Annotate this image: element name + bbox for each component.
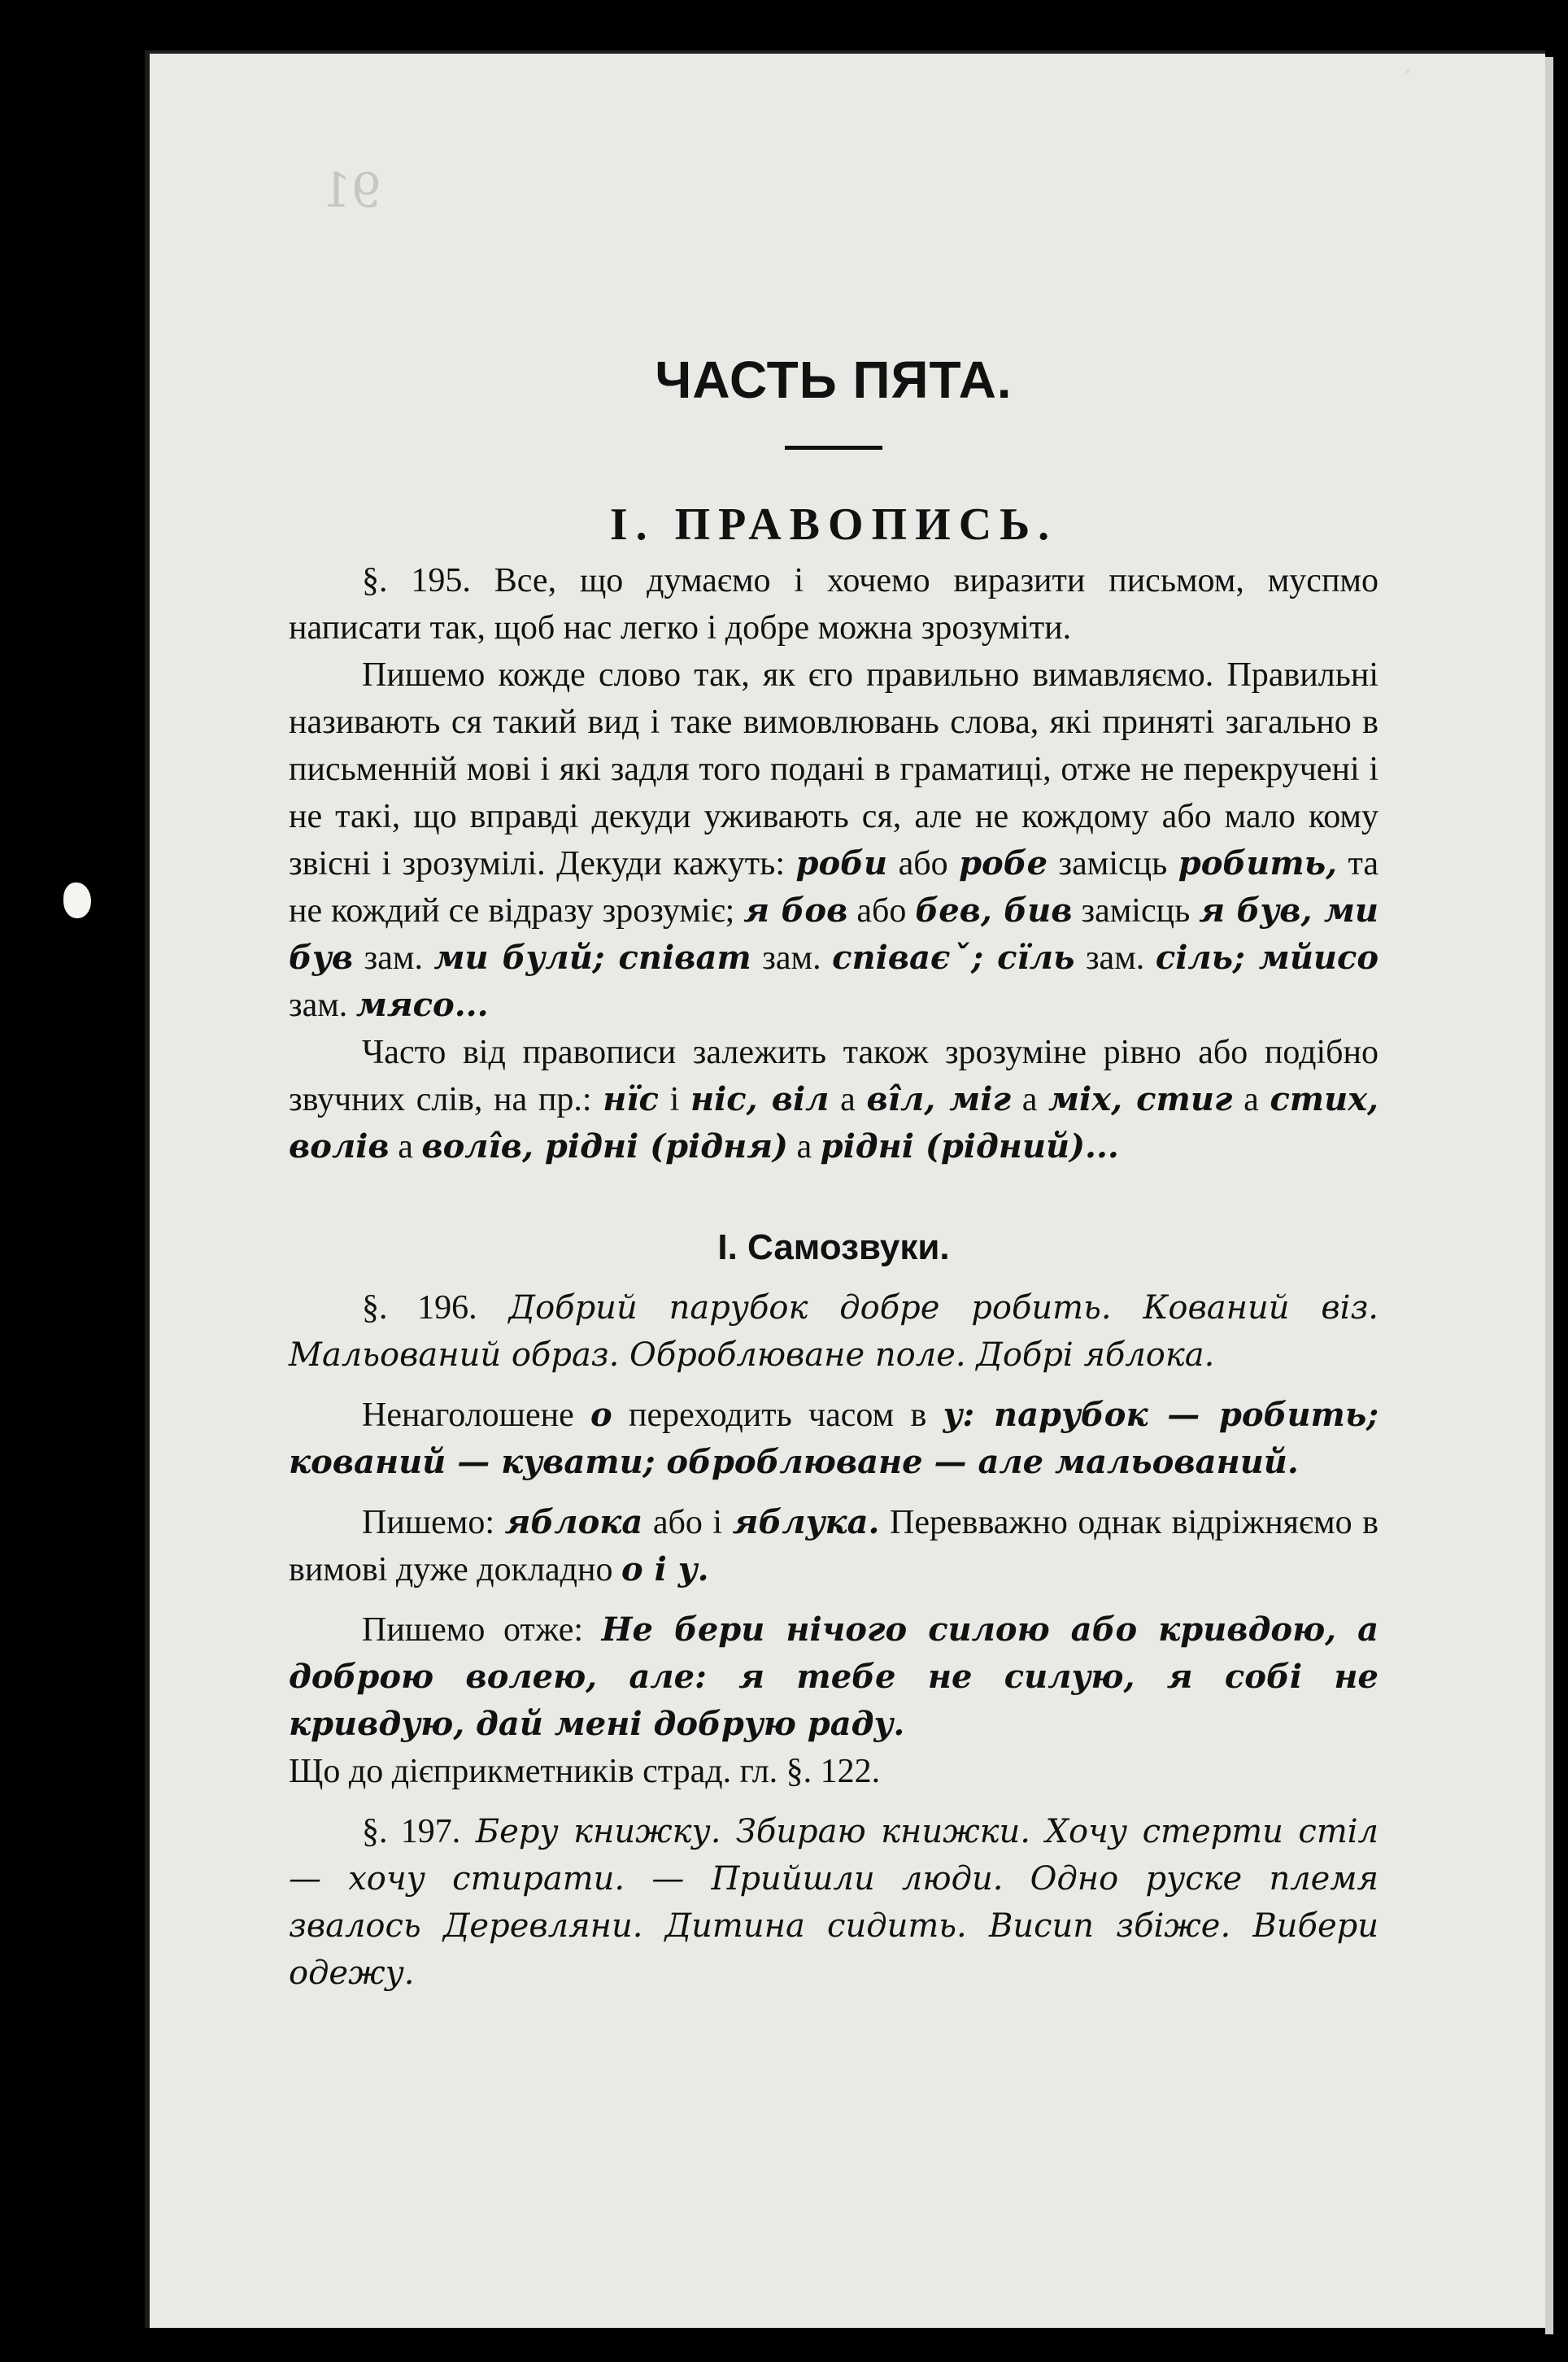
paragraph-195-body [289,652,1379,1029]
paragraph-197 [289,1808,1379,1997]
text: переходить часом в [612,1397,943,1434]
paragraph-196-rule-3 [289,1606,1379,1748]
text: або [847,892,916,930]
text: Перевважно однак відріжняємо в вимові дуже докладно [289,1504,1379,1588]
facing-page-edge [1545,57,1553,2334]
example: о і у. [621,1550,709,1588]
text: а [389,1128,422,1166]
text: Пишемо отже: [362,1611,602,1649]
example: ніс, віл [690,1080,830,1118]
text: Добрий парубок добре робить. Кований віз. Мальований образ. Оброблюване поле. Добрі яблока. [289,1289,1379,1374]
example: о [590,1396,612,1434]
text: а [829,1081,867,1118]
text: або і [642,1504,733,1541]
example: співаєˇ; сїль [832,939,1075,977]
example: сіль; мйисо [1155,939,1379,977]
example: яблука. [732,1503,880,1541]
paragraph-195-homophones [289,1029,1379,1170]
paper-blot [63,882,91,918]
example: яблока [504,1503,643,1541]
text: Часто від правописи залежить також зрозуміне рівно або подібно звучних слів, на пр.: [289,1034,1379,1118]
spacer [289,1486,1379,1499]
example: бев, бив [915,891,1073,930]
text: Пишемо: [362,1504,505,1541]
text: а [1011,1081,1049,1118]
example: Не бери нічого силою або кривдою, а доброю волею, але: я тебе не силую, я собі не кривдую, дай мені добрую раду. [289,1610,1379,1743]
example: мясо... [355,986,489,1024]
page-content [289,350,1379,1997]
text: а [787,1128,821,1166]
text: зам. [289,987,356,1024]
spacer [289,1379,1379,1392]
spacer [289,1795,1379,1808]
example: стих, волів [289,1080,1379,1166]
text: замісць [1072,892,1200,930]
chapter-title: I. ПРАВОПИСЬ. [609,499,1058,550]
title-rule [785,446,882,450]
part-title: ЧАСТЬ ПЯТА. [655,351,1013,409]
section-heading: I. Самозвуки. [717,1227,950,1267]
example: роби [795,844,888,882]
text: замісць [1048,845,1178,882]
example: у: парубок — робить; кований — кувати; оброблюване — але мальований. [289,1396,1379,1481]
example: міх, стиг [1048,1080,1233,1118]
text: зам. [1074,939,1156,977]
paragraph-number: §. 197. [362,1813,461,1850]
example: я був, ми був [289,891,1379,977]
paragraph-195-lead: §. 195. Все, що думаємо і хочемо виразити письмом, муспмо написати так, щоб нас легко і добре можна зрозуміти. [289,562,1379,647]
example: ві̂л, міг [866,1080,1011,1118]
example: робить, [1178,844,1338,882]
paragraph-number: §. 196. [362,1289,477,1327]
example: робе [959,844,1048,882]
example: ми булй; співат [433,939,751,977]
paragraph-196-examples [289,1284,1379,1379]
text: зам. [751,939,833,977]
text: Беру книжку. Збираю книжки. Хочу стерти стіл — хочу стирати. — Прийшли люди. Одно руске племя звалось Деревляни. Дитина сидить. Висип збіже. Вибери одежу. [289,1813,1379,1992]
example: волі̂в, рідні (рідня) [421,1127,788,1166]
example: я бов [743,891,848,930]
text: і [658,1081,690,1118]
bleed-through-page-number: 91 [321,163,381,218]
text: а [1232,1081,1270,1118]
paragraph-196-rule-2 [289,1499,1379,1593]
text: та не кождий се відразу зрозуміє; [289,845,1379,930]
spacer [289,1593,1379,1606]
text: Пишемо кожде слово так, як єго правильно вимавляємо. Правильні називають ся такий вид і таке вимовлювань слова, які приняті загально в письменній мові і які задля того подані в граматиці, отже не перекручені і не такі, що вправді декуди уживають ся, але не кождому або мало кому звісні і зрозумілі. Декуди кажуть: [289,656,1379,882]
paragraph-196-rule-1 [289,1392,1379,1486]
text: зам. [353,939,434,977]
example: нїс [603,1080,659,1118]
text: Ненаголошене [362,1397,591,1434]
paragraph-196-rule-4: Що до дієприкметників страд. гл. §. 122. [289,1753,881,1790]
paper-speck [1405,69,1409,73]
text: або [887,845,960,882]
example: рідні (рідний)... [820,1127,1119,1166]
